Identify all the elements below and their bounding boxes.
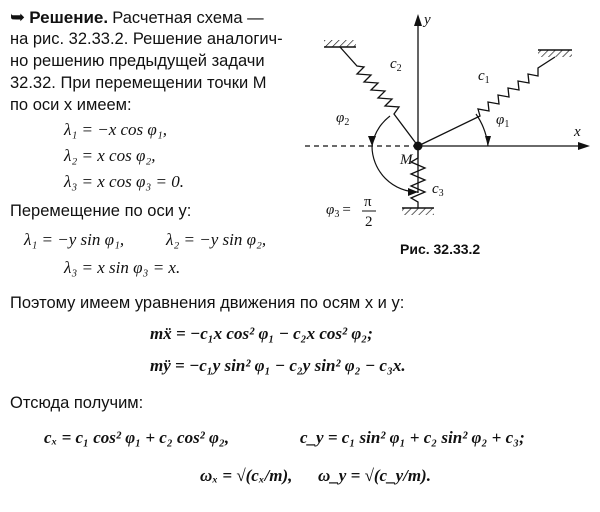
text-line-4: 32.32. При перемещении точки M — [10, 74, 267, 92]
spring-c2-label: $c_2$ — [390, 56, 402, 74]
angle-phi3-arrow-icon — [408, 188, 418, 196]
figure-caption: Рис. 32.33.2 — [400, 241, 481, 257]
move-y-text: Перемещение по оси y: — [10, 202, 192, 220]
pi-numerator: π — [364, 194, 372, 210]
text-line-1: Расчетная схема — — [112, 9, 264, 27]
figure-32-33-2 — [300, 8, 592, 270]
angle-phi1-arrow-icon — [485, 136, 491, 146]
support-c2-icon — [324, 40, 356, 47]
point-m-label: M — [400, 152, 413, 168]
angle-phi2-label: $\varphi_2$ — [336, 110, 350, 128]
lambda-y-2: λ₂ = −y sin φ₂, — [166, 230, 267, 249]
angle-phi2-arc — [372, 116, 390, 146]
y-axis-arrow-icon — [414, 14, 422, 26]
text-line-3: но решению предыдущей задачи — [10, 52, 265, 70]
solution-paragraph — [10, 6, 264, 29]
lambda-y-3: λ₃ = x sin φ₃ = x. — [64, 258, 181, 277]
eq-motion-y: mÿ = −c₁y sin² φ₁ − c₂y sin² φ₂ − c₃x. — [150, 356, 406, 375]
omega-y: ω_y = √(c_y/m). — [318, 466, 431, 485]
support-c1-icon — [538, 50, 572, 57]
stiffness-y: c_y = c₁ sin² φ₁ + c₂ sin² φ₂ + c₃; — [300, 428, 525, 447]
spring-c2 — [340, 47, 418, 146]
support-c3-icon — [402, 208, 434, 215]
spring-c3 — [411, 146, 425, 208]
result-intro: Отсюда получим: — [10, 394, 144, 412]
arrow-icon: ➥ — [10, 7, 26, 27]
y-axis-label: y — [424, 12, 431, 28]
lambda-y-1: λ₁ = −y sin φ₁, — [24, 230, 125, 249]
text-line-5: по оси x имеем: — [10, 96, 132, 114]
angle-phi2-arrow-icon — [368, 136, 376, 146]
two-denominator: 2 — [365, 214, 373, 230]
eq-intro: Поэтому имеем уравнения движения по осям x и y: — [10, 294, 405, 312]
lambda-x-3: λ₃ = x cos φ₃ = 0. — [64, 172, 184, 191]
lambda-x-2: λ₂ = x cos φ₂, — [64, 146, 156, 165]
x-axis-arrow-icon — [578, 142, 590, 150]
angle-phi3-label: $\varphi_3$ = — [326, 202, 351, 220]
stiffness-x: cₓ = c₁ cos² φ₁ + c₂ cos² φ₂, — [44, 428, 230, 447]
spring-c1 — [418, 57, 555, 146]
angle-phi1-arc — [476, 114, 488, 146]
eq-motion-x: mẍ = −c₁x cos² φ₁ − c₂x cos² φ₂; — [150, 324, 373, 343]
text-line-2: на рис. 32.33.2. Решение аналогич- — [10, 30, 283, 48]
lambda-x-1: λ₁ = −x cos φ₁, — [64, 120, 167, 139]
solution-heading: Решение. — [29, 8, 109, 27]
spring-c3-label: $c_3$ — [432, 181, 444, 199]
angle-phi1-label: $\varphi_1$ — [496, 112, 510, 130]
omega-x: ωₓ = √(cₓ/m), — [200, 466, 293, 485]
spring-c1-label: $c_1$ — [478, 68, 490, 86]
point-m — [414, 142, 423, 151]
x-axis-label: x — [574, 124, 581, 140]
